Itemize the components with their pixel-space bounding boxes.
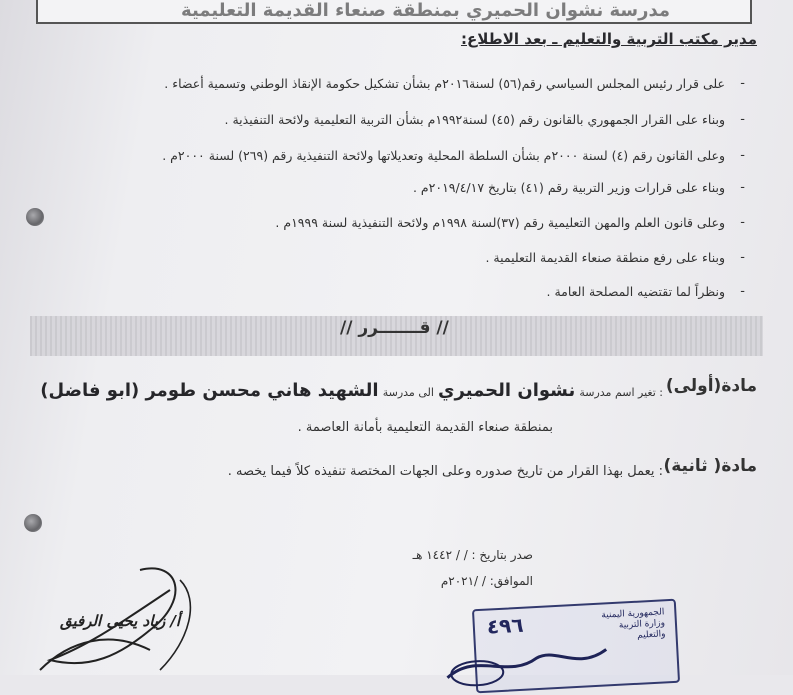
header-box [36, 0, 752, 24]
new-school-name: الشهيد هاني محسن طومر (ابو فاضل) [40, 380, 379, 401]
heading: مدير مكتب التربية والتعليم ـ بعد الاطلاع: [460, 30, 757, 48]
article-1-middle: الى مدرسة [382, 386, 434, 399]
article-1-line [40, 380, 663, 401]
clause-4: وبناء على قرارات وزير التربية رقم (٤١) بتاريخ ٢٠١٩/٤/١٧م . [412, 180, 725, 195]
punch-hole-top [26, 208, 44, 226]
article-1-prefix: : تغير اسم مدرسة [579, 386, 663, 399]
clause-2: وبناء على القرار الجمهوري بالقانون رقم (٤٥) لسنة١٩٩٢م بشأن التربية التعليمية ولائحة التنفيذية . [224, 112, 725, 127]
bullet-2: - [740, 112, 745, 127]
punch-hole-bottom [24, 514, 42, 532]
corresponding-date: الموافق: / /٢٠٢١م [440, 574, 533, 588]
clause-6: وبناء على رفع منطقة صنعاء القديمة التعليمية . [485, 250, 725, 265]
clause-7: ونظراً لما تقتضيه المصلحة العامة . [546, 284, 725, 299]
old-school-name: نشوان الحميري [438, 380, 576, 401]
article-1-line-2: بمنطقة صنعاء القديمة التعليمية بأمانة العاصمة . [297, 420, 553, 435]
signatory-name: أ/ زياد يحيى الرفيق [60, 612, 181, 630]
bullet-3: - [740, 148, 745, 163]
article-2-text: : يعمل بهذا القرار من تاريخ صدوره وعلى الجهات المختصة تنفيذه كلاً فيما يخصه . [227, 464, 663, 479]
article-1-label: مادة(أولى) [665, 376, 757, 396]
clause-1: على قرار رئيس المجلس السياسي رقم(٥٦) لسنة٢٠١٦م بشأن تشكيل حكومة الإنقاذ الوطني وتسمية أعضاء . [164, 76, 725, 91]
article-2-label: مادة( ثانية) [663, 456, 757, 476]
decision-title: // قـــــــرر // [340, 318, 449, 338]
bullet-6: - [740, 250, 745, 265]
bullet-5: - [740, 215, 745, 230]
bullet-7: - [740, 284, 745, 299]
clause-5: وعلى قانون العلم والمهن التعليمية رقم (٣٧)لسنة ١٩٩٨م ولائحة التنفيذية لسنة ١٩٩٩م . [275, 215, 725, 230]
official-stamp [472, 599, 680, 694]
stamp-number: ٤٩٦ [486, 612, 525, 639]
stamp-institution: الجمهورية اليمنية وزارة التربية والتعليم [601, 607, 666, 641]
bullet-1: - [740, 76, 745, 91]
issue-date: صدر بتاريخ : / / ١٤٤٢ هـ [412, 548, 533, 562]
header-box-text: مدرسة نشوان الحميري بمنطقة صنعاء القديمة التعليمية [181, 0, 670, 21]
stamp-signature-strokes [436, 633, 638, 693]
bullet-4: - [740, 180, 745, 195]
clause-3: وعلى القانون رقم (٤) لسنة ٢٠٠٠م بشأن السلطة المحلية وتعديلاتها ولائحة التنفيذية رقم (٢٦٩) لسنة ٢٠٠٠م . [162, 148, 725, 163]
